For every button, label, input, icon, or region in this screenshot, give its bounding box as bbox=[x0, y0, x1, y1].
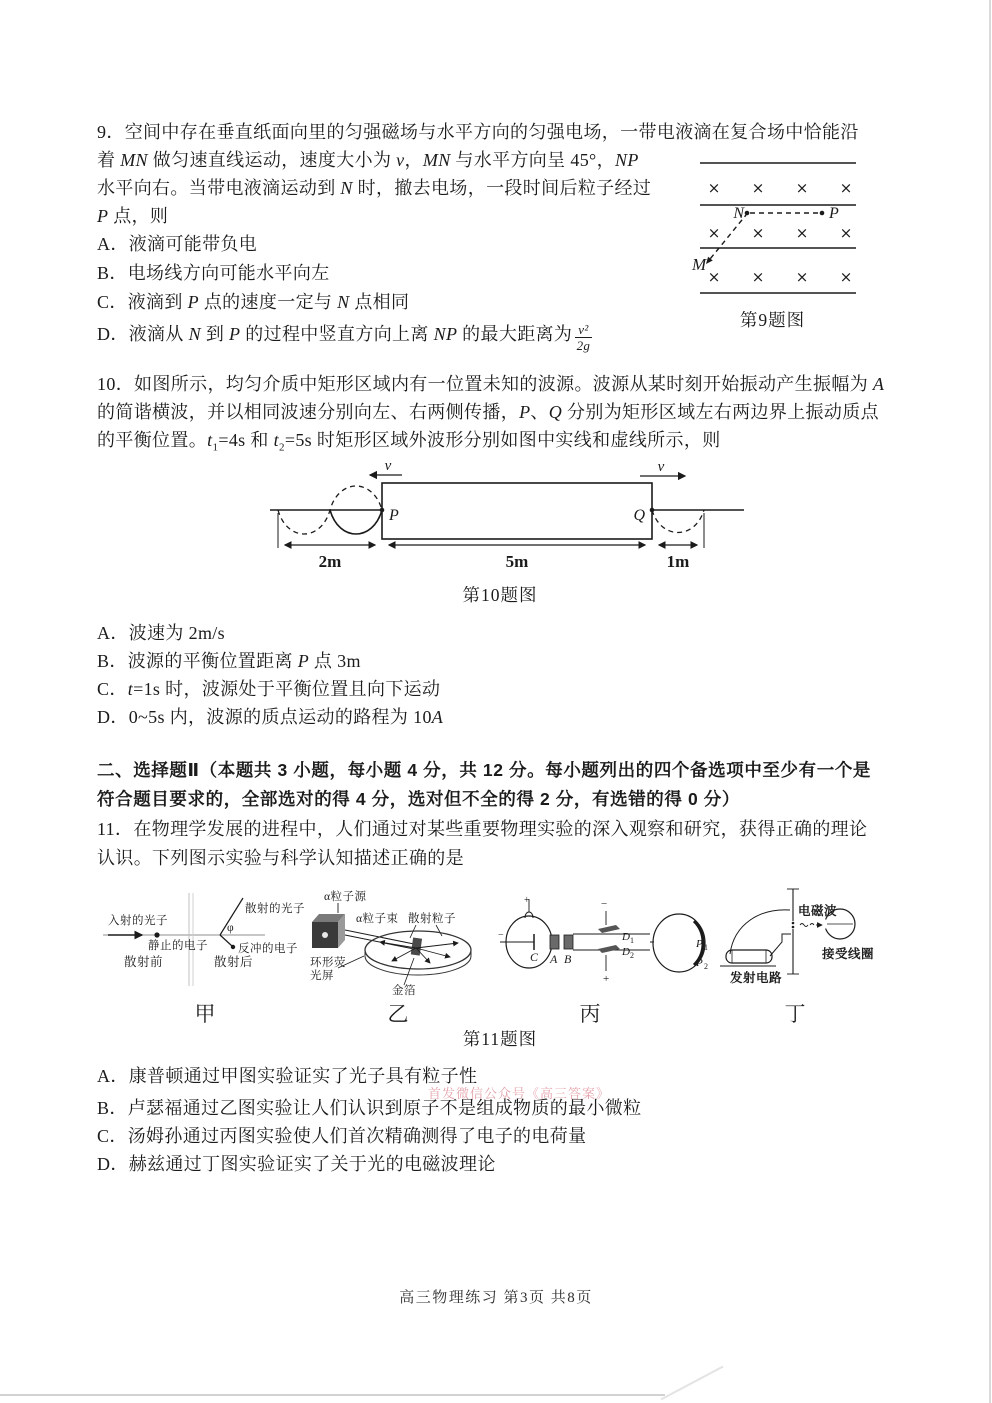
q10-line-2: 的简谐横波，并以相同波速分别向左、右两侧传播，P、Q 分别为矩形区域左右两边界上振动质点 bbox=[97, 402, 879, 422]
q11-option-d: D．赫兹通过丁图实验证实了关于光的电磁波理论 bbox=[97, 1154, 496, 1174]
figure-tag-bing: 丙 bbox=[579, 1002, 601, 1026]
before-scatter-label: 散射前 bbox=[124, 955, 164, 969]
receiving-coil-label: 接受线圈 bbox=[822, 947, 875, 961]
electrode-a-label: A bbox=[550, 952, 558, 966]
field-cross-symbol: × bbox=[795, 179, 809, 197]
watermark-text: 首发微信公众号《高三答案》 bbox=[428, 1086, 611, 1101]
point-p2-label: P bbox=[696, 957, 703, 969]
q11-line-1: 11．在物理学发展的进程中，人们通过对某些重要物理实验的深入观察和研究，获得正确的理论 bbox=[97, 819, 868, 839]
figure-11-ding-hertz bbox=[718, 886, 914, 1002]
q9-option-d: D．液滴从 N 到 P 的过程中竖直方向上离 NP 的最大距离为 $\frac{\text{v²}}{2g}$ bbox=[97, 321, 591, 353]
figure-10-caption: 第10题图 bbox=[462, 585, 538, 605]
q10-line-1: 10．如图所示，均匀介质中矩形区域内有一位置未知的波源。波源从某时刻开始振动产生振幅为 A bbox=[97, 374, 885, 394]
figure-tag-yi: 乙 bbox=[387, 1002, 409, 1026]
q10-option-d: D．0~5s 内，波源的质点运动的路程为 10A bbox=[97, 707, 444, 727]
figure-tag-jia: 甲 bbox=[194, 1002, 216, 1026]
velocity-label-right: v bbox=[657, 459, 665, 475]
spark-waves bbox=[800, 924, 814, 927]
page-footer: 高三物理练习 第3页 共8页 bbox=[399, 1290, 593, 1306]
q9-line-1: 9．空间中存在垂直纸面向里的匀强磁场与水平方向的匀强电场，一带电液滴在复合场中恰能沿 bbox=[97, 122, 859, 142]
figure-tag-ding: 丁 bbox=[784, 1002, 806, 1026]
plate-d1-sub: 1 bbox=[630, 936, 634, 945]
velocity-label-left: v bbox=[384, 458, 392, 474]
em-wave-label: 电磁波 bbox=[798, 904, 838, 918]
field-cross-symbol: × bbox=[839, 224, 853, 242]
plus-terminal: + bbox=[603, 973, 610, 985]
dashed-waveform-right bbox=[652, 510, 704, 533]
medium-rectangle bbox=[382, 483, 652, 539]
point-p2-sub: 2 bbox=[704, 962, 708, 971]
transmit-circuit-label: 发射电路 bbox=[730, 971, 783, 985]
point-n-label: N bbox=[733, 205, 744, 222]
field-cross-symbol: × bbox=[751, 268, 765, 286]
figure-11-bing-cathode-ray bbox=[498, 893, 716, 1000]
figure-11-caption: 第11题图 bbox=[462, 1029, 538, 1049]
field-cross-symbol: × bbox=[839, 268, 853, 286]
figure-11-yi-rutherford bbox=[308, 886, 504, 1006]
plate-d2-sub: 2 bbox=[630, 951, 634, 960]
field-cross-symbol: × bbox=[707, 224, 721, 242]
field-cross-symbol: × bbox=[707, 179, 721, 197]
field-cross-symbol: × bbox=[795, 224, 809, 242]
figure-11-jia-compton bbox=[100, 888, 335, 1000]
dimension-2m-label: 2m bbox=[318, 552, 342, 571]
minus-terminal: − bbox=[601, 898, 608, 910]
phi-angle-label: φ bbox=[227, 922, 235, 934]
q9-line-2: 着 MN 做匀速直线运动，速度大小为 v，MN 与水平方向呈 45°，NP bbox=[97, 150, 639, 170]
alpha-source-label: α粒子源 bbox=[324, 891, 367, 903]
point-p-label: P bbox=[389, 507, 399, 524]
ring-screen-label-line2: 光屏 bbox=[310, 970, 334, 982]
field-cross-symbol: × bbox=[707, 268, 721, 286]
solid-waveform bbox=[330, 510, 382, 534]
plate-d1-label: D bbox=[622, 931, 630, 943]
minus-terminal-left: − bbox=[498, 930, 504, 941]
anode-b bbox=[564, 935, 573, 949]
incident-photon-label: 入射的光子 bbox=[108, 915, 168, 927]
alpha-beam-label: α粒子束 bbox=[356, 913, 399, 925]
q11-line-2: 认识。下列图示实验与科学认知描述正确的是 bbox=[97, 848, 464, 868]
plate-d2-label: D bbox=[622, 946, 630, 958]
page-curl-mark bbox=[661, 1366, 724, 1401]
transmitter-wire bbox=[730, 910, 790, 954]
field-cross-symbol: × bbox=[839, 179, 853, 197]
stationary-electron-label: 静止的电子 bbox=[148, 940, 208, 952]
deflection-plate-2 bbox=[598, 945, 620, 953]
q9-option-c: C．液滴到 P 点的速度一定与 N 点相同 bbox=[97, 292, 410, 312]
q9-line-4: P 点，则 bbox=[97, 206, 169, 226]
field-cross-symbol: × bbox=[751, 224, 765, 242]
page-edge-line-bottom bbox=[0, 1394, 665, 1396]
section2-header-line-2: 符合题目要求的，全部选对的得 4 分，选对但不全的得 2 分，有选错的得 0 分） bbox=[97, 789, 740, 809]
point-p1-sub: 1 bbox=[704, 943, 708, 952]
q11-option-a: A．康普顿通过甲图实验证实了光子具有粒子性 bbox=[97, 1066, 478, 1086]
field-cross-symbol: × bbox=[795, 268, 809, 286]
field-cross-symbols bbox=[708, 179, 853, 286]
anode-a bbox=[550, 935, 559, 949]
q9-line-3: 水平向右。当带电液滴运动到 N 时，撤去电场，一段时间后粒子经过 bbox=[97, 178, 652, 198]
q10-option-b: B．波源的平衡位置距离 P 点 3m bbox=[97, 651, 361, 671]
q10-option-a: A．波速为 2m/s bbox=[97, 623, 226, 643]
point-p1-label: P bbox=[696, 938, 703, 950]
dimension-1m-label: 1m bbox=[666, 552, 690, 571]
q9-option-b: B．电场线方向可能水平向左 bbox=[97, 263, 330, 283]
induction-coil bbox=[726, 950, 772, 963]
plus-terminal-top: + bbox=[524, 895, 530, 906]
q10-line-3: 的平衡位置。$t_1=4s$ 和 $t_2=5s$ 时矩形区域外波形分别如图中实线和虚线所示，则 bbox=[97, 430, 721, 454]
recoil-electron-line bbox=[220, 935, 232, 946]
gold-foil-label: 金箔 bbox=[392, 985, 416, 997]
point-q-label: Q bbox=[633, 507, 645, 524]
q11-option-c: C．汤姆孙通过丙图实验使人们首次精确测得了电子的电荷量 bbox=[97, 1126, 587, 1146]
electron-dot bbox=[154, 932, 159, 937]
q10-option-c: C．t=1s 时，波源处于平衡位置且向下运动 bbox=[97, 679, 441, 699]
dimension-5m-label: 5m bbox=[505, 552, 529, 571]
scattered-photon-label: 散射的光子 bbox=[245, 903, 305, 915]
figure-9 bbox=[688, 160, 908, 302]
electrode-c-label: C bbox=[530, 950, 539, 964]
point-p-label: P bbox=[829, 205, 839, 222]
point-m-label: M bbox=[692, 255, 707, 274]
recoil-electron-label: 反冲的电子 bbox=[238, 943, 298, 955]
q11-option-b: B．卢瑟福通过乙图实验让人们认识到原子不是组成物质的最小微粒 bbox=[97, 1098, 642, 1118]
section2-header-line-1: 二、选择题Ⅱ（本题共 3 小题，每小题 4 分，共 12 分。每小题列出的四个备选项中至少有一个是 bbox=[97, 760, 872, 780]
scattered-particles-label: 散射粒子 bbox=[408, 913, 456, 925]
field-cross-symbol: × bbox=[751, 179, 765, 197]
ring-screen-label-line1: 环形荧 bbox=[310, 957, 346, 969]
deflection-plate-1 bbox=[598, 925, 620, 933]
figure-10 bbox=[255, 460, 755, 578]
page-edge-line-right bbox=[989, 0, 991, 1403]
q9-option-a: A．液滴可能带负电 bbox=[97, 234, 258, 254]
electrode-b-label: B bbox=[564, 952, 572, 966]
after-scatter-label: 散射后 bbox=[214, 955, 254, 969]
figure-9-caption: 第9题图 bbox=[739, 310, 806, 330]
